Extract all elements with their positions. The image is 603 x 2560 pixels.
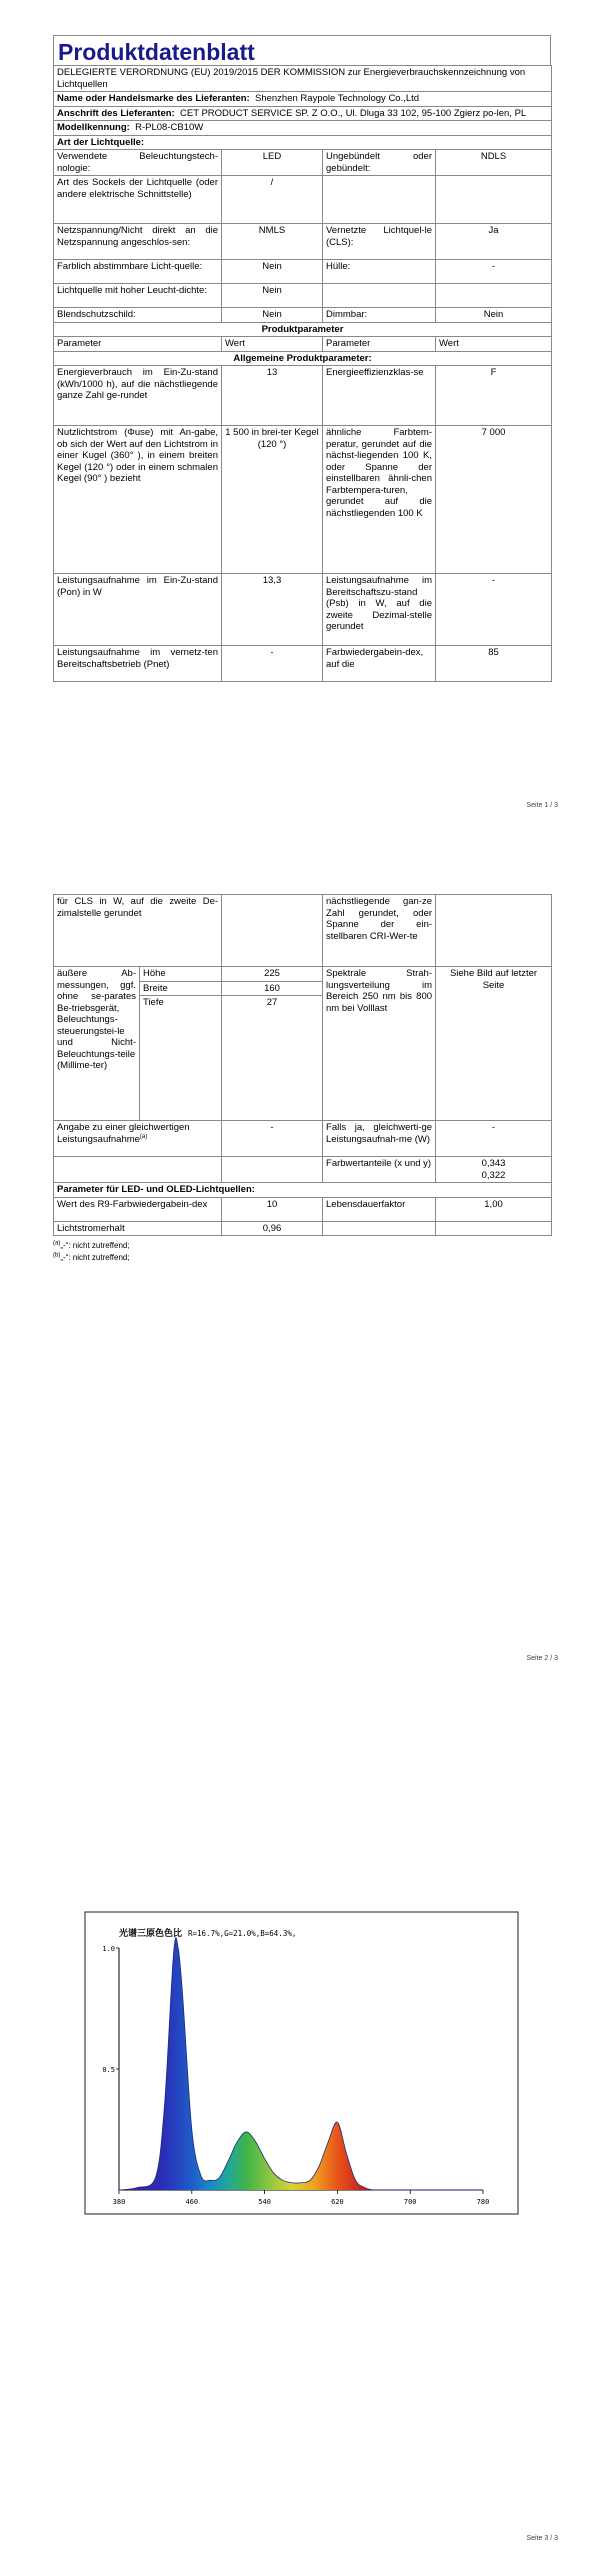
row-value: 1,00 (436, 1197, 552, 1221)
model-value: R-PL08-CB10W (135, 122, 204, 133)
page-2 (0, 880, 603, 1680)
row-label: Nutzlichtstrom (Φuse) mit An-gabe, ob sich der Wert auf den Lichtstrom in einer Kugel (360° ), in einem breiten Kegel (120 °) oder in einem schmalen Kegel (90° ) bezieht (54, 426, 222, 574)
table-row (54, 895, 552, 967)
column-header: Wert (222, 337, 323, 352)
x-tick-label: 700 (403, 2198, 417, 2206)
row-label: Wert des R9-Farbwiedergabein-dex (54, 1197, 222, 1221)
supplier-value: Shenzhen Raypole Technology Co.,Ltd (255, 93, 420, 104)
model-row (54, 121, 552, 136)
row-label: Art des Sockels der Lichtquelle (oder andere elektrische Schnittstelle) (54, 176, 222, 224)
row-label: Energieeffizienzklas-se (323, 366, 436, 426)
row-value: 85 (436, 646, 552, 682)
row-label: Leistungsaufnahme im vernetz-ten Bereitschaftsbetrieb (Pnet) (54, 646, 222, 682)
row-value (436, 1157, 552, 1183)
row-value: 0,96 (222, 1221, 323, 1236)
x-tick-label: 540 (258, 2198, 271, 2206)
x-tick-label: 620 (331, 2198, 344, 2206)
row-value: - (222, 1121, 323, 1157)
row-value (436, 284, 552, 308)
row-label: Blendschutzschild: (54, 308, 222, 323)
table-row (54, 366, 552, 426)
table-row (54, 224, 552, 260)
row-label: Farbwertanteile (x und y) (323, 1157, 436, 1183)
row-value (222, 1157, 323, 1183)
row-label: Falls ja, gleichwerti-ge Leistungsaufnah-me (W) (323, 1121, 436, 1157)
table-row (54, 967, 552, 982)
table-row (54, 260, 552, 284)
chart-title: 光谱三原色色比 (119, 1929, 183, 1939)
supplier-row (54, 92, 552, 107)
datasheet-table (53, 65, 552, 682)
row-value: LED (222, 150, 323, 176)
row-label: nächstliegende gan-ze Zahl gerundet, oder Spanne der ein-stellbaren CRI-Wer-te (323, 895, 436, 967)
row-label: Leistungsaufnahme im Ein-Zu-stand (Pon) in W (54, 574, 222, 646)
row-label (323, 284, 436, 308)
table-row (54, 574, 552, 646)
row-label: Lichtquelle mit hoher Leucht-dichte: (54, 284, 222, 308)
row-label (323, 1221, 436, 1236)
row-value: F (436, 366, 552, 426)
row-value: Nein (222, 308, 323, 323)
table-row (54, 1221, 552, 1236)
spectral-label: Spektrale Strah-lungsverteilung im Bereich 250 nm bis 800 nm bei Volllast (323, 967, 436, 1121)
row-value: - (436, 260, 552, 284)
dimension-value: 160 (222, 981, 323, 996)
page-footer: Seite 3 / 3 (526, 2535, 558, 2542)
datasheet-page-1 (53, 35, 551, 682)
row-label: für CLS in W, auf die zweite De-zimalstelle gerundet (54, 895, 222, 967)
row-value: Nein (222, 260, 323, 284)
address-row (54, 106, 552, 121)
dimension-value: 27 (222, 996, 323, 1121)
table-row (54, 308, 552, 323)
column-header-row (54, 337, 552, 352)
dimension-name: Tiefe (140, 996, 222, 1121)
row-value: 1 500 in brei-ter Kegel (120 °) (222, 426, 323, 574)
chart-subtitle: R=16.7%,G=21.0%,B=64.3%, (188, 1929, 297, 1938)
column-header: Wert (436, 337, 552, 352)
product-params-heading: Produktparameter (54, 322, 552, 337)
light-source-type-heading: Art der Lichtquelle: (54, 135, 552, 150)
row-value: - (436, 574, 552, 646)
table-row (54, 150, 552, 176)
dimension-name: Höhe (140, 967, 222, 982)
page-1 (0, 0, 603, 820)
table-row (54, 1157, 552, 1183)
model-label: Modellkennung: (57, 122, 130, 133)
table-row (54, 426, 552, 574)
spectral-value: Siehe Bild auf letzter Seite (436, 967, 552, 1121)
row-label (54, 1157, 222, 1183)
page-title: Produktdatenblatt (53, 35, 551, 65)
dimension-name: Breite (140, 981, 222, 996)
row-label (323, 176, 436, 224)
row-value: Nein (436, 308, 552, 323)
row-label: Farblich abstimmbare Licht-quelle: (54, 260, 222, 284)
datasheet-table (53, 894, 552, 1236)
general-params-heading: Allgemeine Produktparameter: (54, 351, 552, 366)
footnote-b: $^{(b)}$„-“: nicht zutreffend; (53, 1252, 130, 1262)
equivalent-power-label: Angabe zu einer gleichwertigen Leistungsaufnahme (57, 1122, 190, 1145)
row-label: Vernetzte Lichtquel-le (CLS): (323, 224, 436, 260)
page-footer: Seite 1 / 3 (526, 802, 558, 809)
row-label: Lebensdauerfaktor (323, 1197, 436, 1221)
row-label: ähnliche Farbtem-peratur, gerundet auf die nächst-liegenden 100 K, oder Spanne der einstellbaren ähnli-chen Farbtempera-turen, gerundet auf die nächstliegenden 100 K (323, 426, 436, 574)
table-row (54, 1121, 552, 1157)
regulation-text: DELEGIERTE VERORDNUNG (EU) 2019/2015 DER KOMMISSION zur Energieverbrauchskennzeichnung von Lichtquellen (54, 66, 552, 92)
y-tick-label: 1.0 (102, 1945, 115, 1953)
supplier-label: Name oder Handelsmarke des Lieferanten: (57, 93, 250, 104)
table-row (54, 646, 552, 682)
row-label: Energieverbrauch im Ein-Zu-stand (kWh/1000 h), auf die nächstliegende ganze Zahl ge-rundet (54, 366, 222, 426)
x-tick-label: 460 (185, 2198, 199, 2206)
address-label: Anschrift des Lieferanten: (57, 107, 175, 119)
row-value: NMLS (222, 224, 323, 260)
row-value: 7 000 (436, 426, 552, 574)
y-tick-label: 0.5 (102, 2066, 115, 2074)
row-label: Leistungsaufnahme im Bereitschaftszu-stand (Psb) in W, auf die zweite Dezimal-stelle gerundet (323, 574, 436, 646)
spectrum-svg (83, 1910, 523, 2225)
datasheet-page-2 (53, 894, 551, 1264)
address-value: CET PRODUCT SERVICE SP. Z O.O., Ul. Dluga 33 102, 95-100 Zgierz po-len, PL (180, 107, 527, 119)
row-label: Hülle: (323, 260, 436, 284)
row-value (436, 176, 552, 224)
row-value: 13 (222, 366, 323, 426)
table-row (54, 284, 552, 308)
dimension-value: 225 (222, 967, 323, 982)
table-row (54, 176, 552, 224)
dimensions-label: äußere Ab-messungen, ggf. ohne se-parates Be-triebsgerät, Beleuchtungs-steuerungstei-le und Nicht-Beleuchtungs-teile (Millime-ter) (54, 967, 140, 1121)
row-label: Dimmbar: (323, 308, 436, 323)
footnote-a: $^{(a)}$„-“: nicht zutreffend; (53, 1240, 130, 1250)
row-value: 10 (222, 1197, 323, 1221)
footnote-b-text: „-“: nicht zutreffend; (60, 1253, 130, 1262)
page-footer: Seite 2 / 3 (526, 1655, 558, 1662)
row-value: - (222, 646, 323, 682)
led-params-heading: Parameter für LED- und OLED-Lichtquellen: (54, 1183, 552, 1198)
row-value (436, 895, 552, 967)
row-label: Angabe zu einer gleichwertigen Leistungsaufnahme$^{(a)}$ (54, 1121, 222, 1157)
spectrum-chart (83, 1910, 523, 2230)
row-label: Lichtstromerhalt (54, 1221, 222, 1236)
x-tick-label: 380 (112, 2198, 126, 2206)
row-value: / (222, 176, 323, 224)
row-value (222, 895, 323, 967)
row-label: Verwendete Beleuchtungstech-nologie: (54, 150, 222, 176)
row-value: Nein (222, 284, 323, 308)
x-tick-label: 780 (476, 2198, 490, 2206)
row-label: Farbwiedergabein-dex, auf die (323, 646, 436, 682)
chromaticity-y: 0,322 (481, 1169, 506, 1181)
row-value: - (436, 1121, 552, 1157)
row-label: Netzspannung/Nicht direkt an die Netzspannung angeschlos-sen: (54, 224, 222, 260)
column-header: Parameter (54, 337, 222, 352)
row-value: Ja (436, 224, 552, 260)
row-value: 13,3 (222, 574, 323, 646)
footnote-a-text: „-“: nicht zutreffend; (60, 1241, 130, 1250)
row-value (436, 1221, 552, 1236)
table-row (54, 1197, 552, 1221)
column-header: Parameter (323, 337, 436, 352)
chromaticity-x: 0,343 (481, 1158, 506, 1169)
chart-frame (85, 1912, 518, 2214)
row-label: Ungebündelt oder gebündelt: (323, 150, 436, 176)
row-value: NDLS (436, 150, 552, 176)
